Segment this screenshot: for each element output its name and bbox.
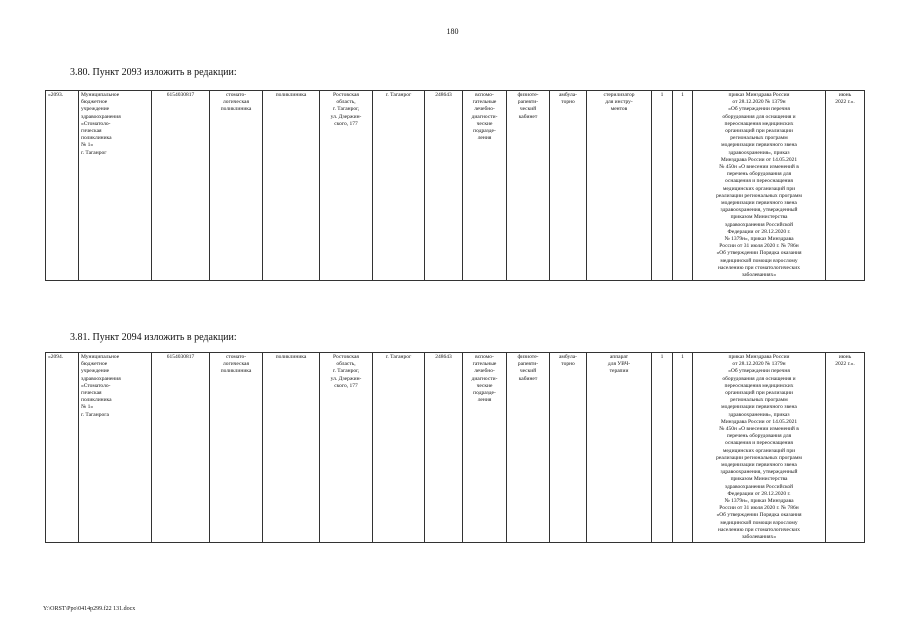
cell-profile: стомато- логическая поликлиника bbox=[210, 353, 263, 543]
table-row bbox=[46, 91, 865, 281]
cell-unit: вспомо- гательные лечебно- диагности- ческие подразде- ления bbox=[463, 353, 507, 543]
cell-qty-1: 1 bbox=[652, 353, 673, 543]
cell-unit: вспомо- гательные лечебно- диагности- ческие подразде- ления bbox=[463, 91, 507, 281]
cell-city: г. Таганрог bbox=[373, 353, 425, 543]
section-heading-3-81: 3.81. Пункт 2094 изложить в редакции: bbox=[70, 332, 237, 343]
table-row bbox=[46, 353, 865, 543]
footer-file-path: Y:\ORST\Ppo\0414p299.f22 131.docx bbox=[43, 606, 136, 612]
cell-inn: 6154030817 bbox=[152, 91, 210, 281]
cell-term: июнь 2022 г.». bbox=[826, 91, 865, 281]
cell-qty-2: 1 bbox=[673, 91, 693, 281]
cell-room: физиоте- рапевти- ческий кабинет bbox=[507, 91, 550, 281]
cell-equipment: аппарат для УВЧ- терапии bbox=[587, 353, 652, 543]
cell-type: поликлиника bbox=[263, 91, 320, 281]
cell-basis: приказ Минздрава России от 28.12.2020 № 1379н «Об утверждении перечня оборудования для оснащения и переоснащения медицинских организаций при реализации региональных программ модернизации первичного звена здравоохранения», приказ Минздрава России от 14.05.2021 № 450н «О внесении изменений в перечень оборудования для оснащения и переоснащения медицинских организаций при реализации региональных программ модернизации первичного звена здравоохранения, утвержденный приказом Министерства здравоохранения Российской Федерации от 28.12.2020 г. № 1379н», приказ Минздрава России от 31 июля 2020 г. № 786н «Об утверждении Порядка оказания медицинской помощи взрослому населению при стоматологических заболеваниях» bbox=[693, 353, 826, 543]
cell-address: Ростовская область, г. Таганрог, ул. Дзержин- ского, 177 bbox=[320, 91, 373, 281]
cell-organization: Муниципальное бюджетное учреждение здравоохранения «Стоматоло- гическая поликлиника № 1» г. Таганрог bbox=[79, 91, 152, 281]
cell-num: «2094. bbox=[46, 353, 79, 543]
equipment-table-2094 bbox=[45, 352, 865, 543]
cell-address: Ростовская область, г. Таганрог, ул. Дзержин- ского, 177 bbox=[320, 353, 373, 543]
cell-qty-1: 1 bbox=[652, 91, 673, 281]
cell-inn: 6154030817 bbox=[152, 353, 210, 543]
cell-equipment: стерилизатор для инстру- ментов bbox=[587, 91, 652, 281]
cell-qty-2: 1 bbox=[673, 353, 693, 543]
section-heading-3-80: 3.80. Пункт 2093 изложить в редакции: bbox=[70, 67, 237, 78]
page-number: 180 bbox=[446, 27, 459, 36]
cell-num: «2093. bbox=[46, 91, 79, 281]
cell-code: 248643 bbox=[425, 353, 463, 543]
cell-basis: приказ Минздрава России от 28.12.2020 № 1379н «Об утверждении перечня оборудования для оснащения и переоснащения медицинских организаций при реализации региональных программ модернизации первичного звена здравоохранения», приказ Минздрава России от 14.05.2021 № 450н «О внесении изменений в перечень оборудования для оснащения и переоснащения медицинских организаций при реализации региональных программ модернизации первичного звена здравоохранения, утвержденный приказом Министерства здравоохранения Российской Федерации от 28.12.2020 г. № 1379н», приказ Минздрава России от 31 июля 2020 г. № 786н «Об утверждении Порядка оказания медицинской помощи взрослому населению при стоматологических заболеваниях» bbox=[693, 91, 826, 281]
cell-profile: стомато- логическая поликлиника bbox=[210, 91, 263, 281]
cell-city: г. Таганрог bbox=[373, 91, 425, 281]
cell-care: амбула- торно bbox=[550, 353, 587, 543]
cell-type: поликлиника bbox=[263, 353, 320, 543]
equipment-table-2093 bbox=[45, 90, 865, 281]
cell-care: амбула- торно bbox=[550, 91, 587, 281]
cell-organization: Муниципальное бюджетное учреждение здравоохранения «Стоматоло- гическая поликлиника № 1» г. Таганрога bbox=[79, 353, 152, 543]
cell-term: июнь 2022 г.». bbox=[826, 353, 865, 543]
cell-code: 248643 bbox=[425, 91, 463, 281]
cell-room: физиоте- рапевти- ческий кабинет bbox=[507, 353, 550, 543]
